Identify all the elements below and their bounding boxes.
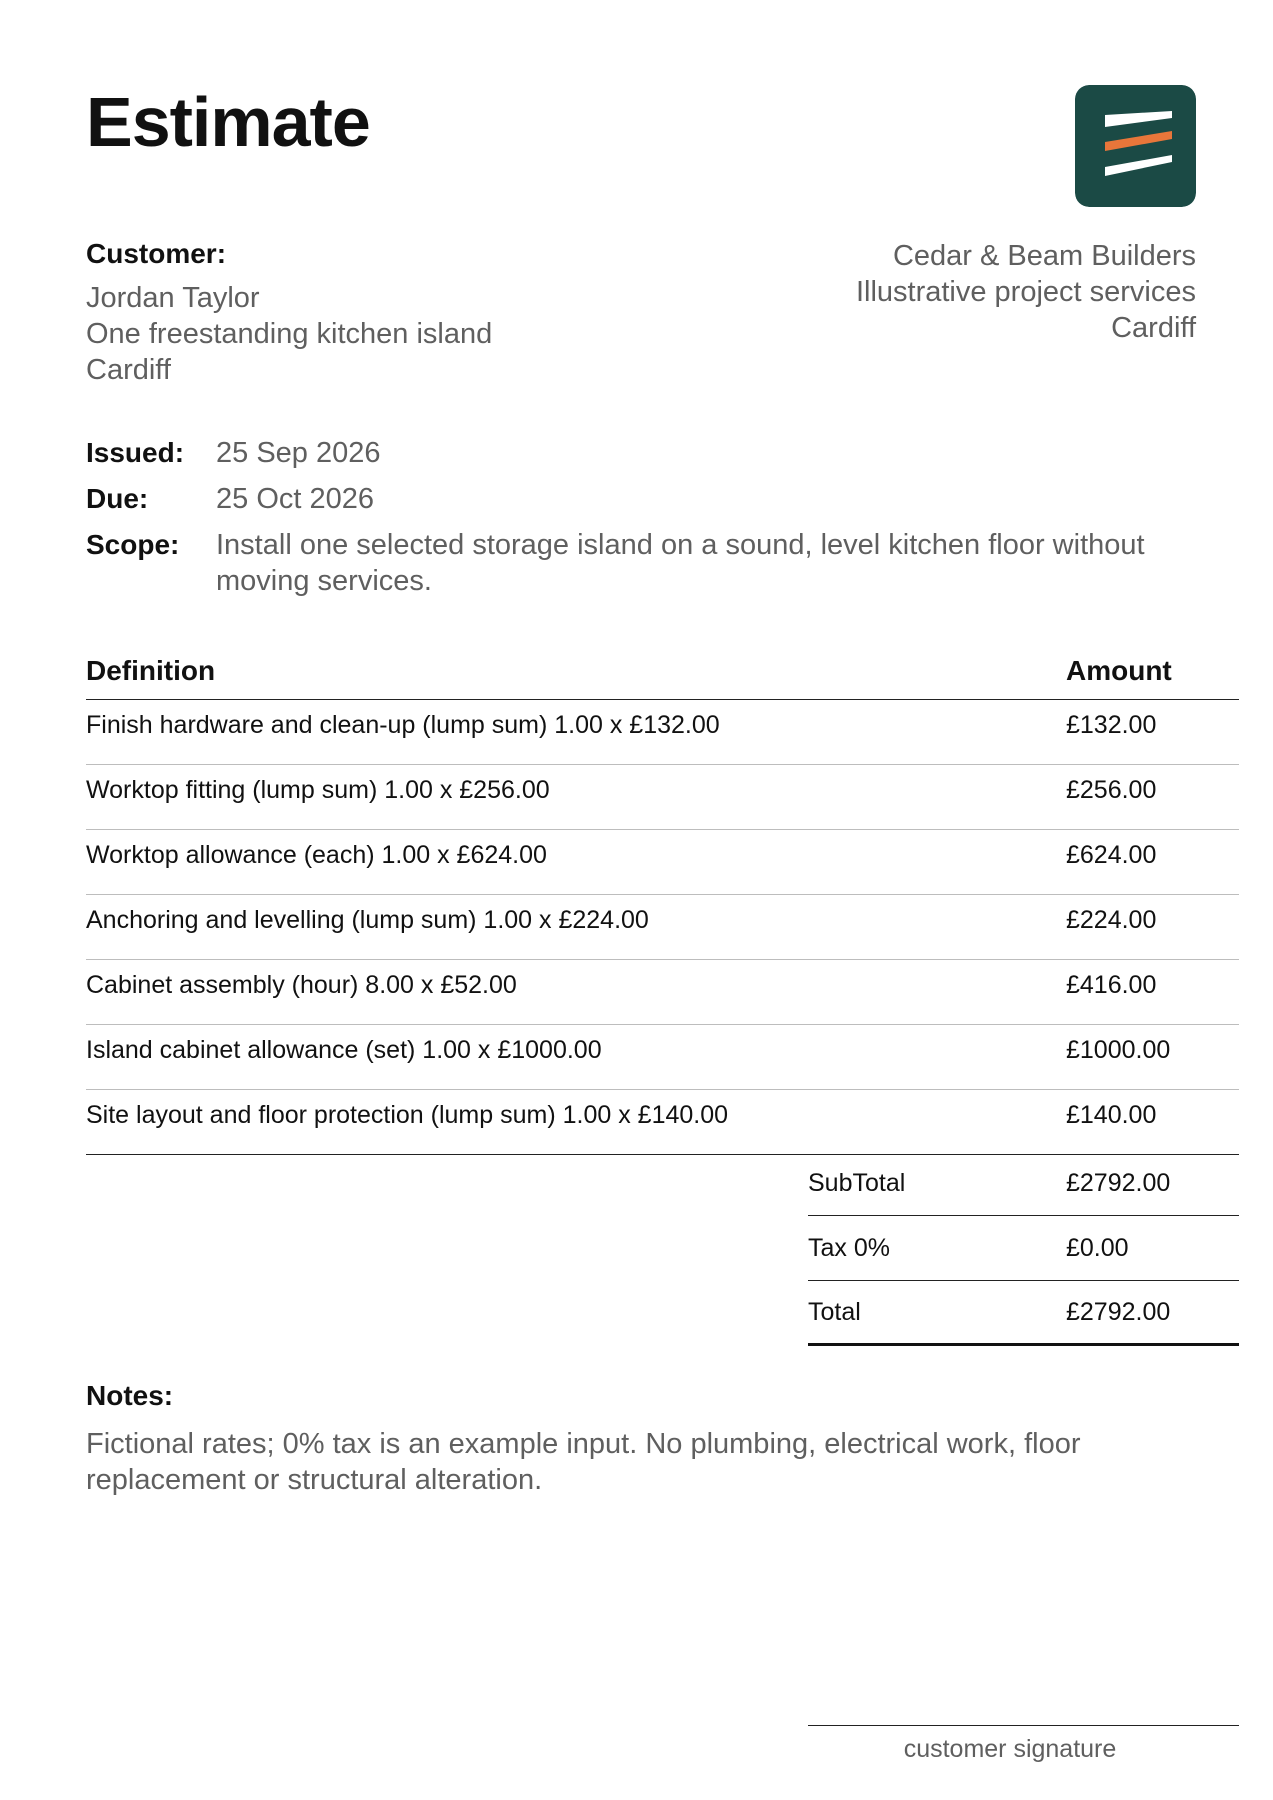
item-amount: £416.00 bbox=[1066, 970, 1157, 999]
item-amount: £256.00 bbox=[1066, 775, 1157, 804]
tax-value: £0.00 bbox=[1066, 1233, 1129, 1262]
notes-label: Notes: bbox=[86, 1380, 174, 1411]
table-row bbox=[86, 1025, 1239, 1090]
issued-row bbox=[86, 435, 1226, 471]
item-amount: £624.00 bbox=[1066, 840, 1157, 869]
subtotal-value: £2792.00 bbox=[1066, 1168, 1171, 1197]
customer-block bbox=[86, 238, 492, 388]
notes-block bbox=[86, 1380, 1226, 1498]
table-row bbox=[86, 960, 1239, 1025]
company-tagline: Illustrative project services bbox=[855, 276, 1196, 308]
notes-text: Fictional rates; 0% tax is an example input. No plumbing, electrical work, floor replacement or structural alteration. bbox=[86, 1428, 1081, 1496]
subtotal-label: SubTotal bbox=[808, 1168, 906, 1197]
line-items-table bbox=[86, 655, 1239, 1155]
customer-city: Cardiff bbox=[86, 354, 171, 386]
page-title: Estimate bbox=[86, 83, 370, 161]
item-description: Island cabinet allowance (set) 1.00 x £1000.00 bbox=[86, 1035, 602, 1064]
company-name: Cedar & Beam Builders bbox=[892, 240, 1196, 272]
item-amount: £132.00 bbox=[1066, 710, 1157, 739]
company-block bbox=[856, 238, 1196, 346]
table-row bbox=[86, 830, 1239, 895]
due-row bbox=[86, 481, 1226, 517]
company-city: Cardiff bbox=[1111, 312, 1196, 344]
tax-label: Tax 0% bbox=[808, 1233, 890, 1262]
tax-row bbox=[808, 1216, 1239, 1281]
item-description: Finish hardware and clean-up (lump sum) 1.00 x £132.00 bbox=[86, 710, 720, 739]
table-row bbox=[86, 700, 1239, 765]
scope-text: Install one selected storage island on a sound, level kitchen floor without moving services. bbox=[216, 529, 1145, 597]
total-value: £2792.00 bbox=[1066, 1297, 1171, 1326]
estimate-meta bbox=[86, 435, 1226, 609]
item-description: Worktop fitting (lump sum) 1.00 x £256.00 bbox=[86, 775, 550, 804]
item-amount: £1000.00 bbox=[1066, 1035, 1171, 1064]
due-date: 25 Oct 2026 bbox=[216, 483, 374, 515]
customer-project: One freestanding kitchen island bbox=[86, 318, 493, 350]
total-row bbox=[808, 1281, 1239, 1346]
issued-date: 25 Sep 2026 bbox=[216, 437, 381, 469]
due-label: Due: bbox=[86, 483, 149, 514]
signature-line bbox=[808, 1725, 1239, 1726]
customer-name: Jordan Taylor bbox=[86, 282, 260, 314]
column-header-amount: Amount bbox=[1066, 655, 1172, 686]
stacked-layers-logo-icon bbox=[1075, 85, 1196, 207]
item-amount: £140.00 bbox=[1066, 1100, 1157, 1129]
table-row bbox=[86, 895, 1239, 960]
scope-label: Scope: bbox=[86, 529, 180, 560]
totals-block bbox=[808, 1151, 1239, 1346]
scope-row bbox=[86, 527, 1226, 599]
item-description: Worktop allowance (each) 1.00 x £624.00 bbox=[86, 840, 547, 869]
signature-caption: customer signature bbox=[903, 1735, 1117, 1763]
table-row bbox=[86, 1090, 1239, 1155]
table-row bbox=[86, 765, 1239, 830]
total-label: Total bbox=[808, 1297, 861, 1326]
column-header-definition: Definition bbox=[86, 655, 216, 686]
item-amount: £224.00 bbox=[1066, 905, 1157, 934]
item-description: Anchoring and levelling (lump sum) 1.00 x £224.00 bbox=[86, 905, 649, 934]
item-description: Cabinet assembly (hour) 8.00 x £52.00 bbox=[86, 970, 517, 999]
table-header bbox=[86, 655, 1239, 700]
customer-label: Customer: bbox=[86, 238, 227, 269]
subtotal-row bbox=[808, 1151, 1239, 1216]
item-description: Site layout and floor protection (lump sum) 1.00 x £140.00 bbox=[86, 1100, 729, 1129]
issued-label: Issued: bbox=[86, 437, 185, 468]
